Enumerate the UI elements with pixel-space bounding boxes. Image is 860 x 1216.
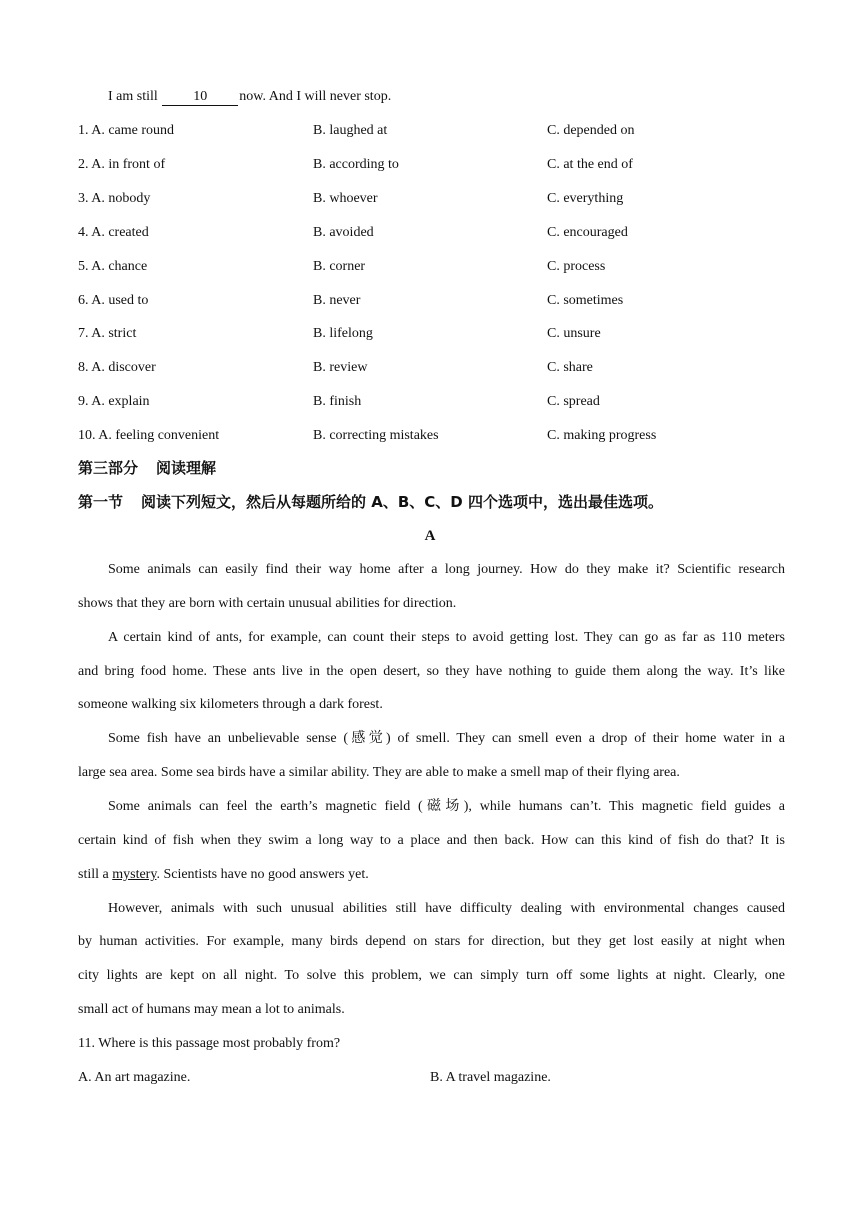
- option-a: 6. A. used to: [78, 293, 149, 308]
- sentence-text: now. And I will never stop.: [239, 89, 392, 104]
- option-row: [78, 189, 798, 209]
- part-number: 第三部分: [78, 459, 139, 477]
- section-instructions: 阅读下列短文，然后从每题所给的 A、B、C、D 四个选项中，选出最佳选项。: [141, 493, 663, 511]
- section-number: 第一节: [78, 493, 124, 511]
- option-b: B. avoided: [313, 225, 374, 240]
- option-a: 10. A. feeling convenient: [78, 428, 220, 443]
- passage-line: large sea area. Some sea birds have a similar ability. They are able to make a smell map of their flying area.: [78, 765, 680, 780]
- option-c: C. process: [547, 259, 606, 274]
- option-b: B. never: [313, 293, 361, 308]
- question-option-b: B. A travel magazine.: [430, 1070, 551, 1085]
- cloze-last-sentence: [108, 87, 391, 107]
- option-row: [78, 324, 798, 344]
- passage-text: still a: [78, 867, 113, 882]
- option-a: 7. A. strict: [78, 326, 137, 341]
- option-c: C. share: [547, 360, 593, 375]
- answer-blank: 10: [162, 89, 238, 106]
- option-row: [78, 155, 798, 175]
- passage-line: [78, 865, 785, 885]
- option-c: C. unsure: [547, 326, 601, 341]
- option-row: [78, 121, 798, 141]
- option-row: [78, 223, 798, 243]
- option-a: 5. A. chance: [78, 259, 148, 274]
- passage-text: . Scientists have no good answers yet.: [156, 867, 369, 882]
- question-option-a: A. An art magazine.: [78, 1070, 191, 1085]
- option-b: B. correcting mistakes: [313, 428, 439, 443]
- passage-line: and bring food home. These ants live in the open desert, so they have nothing to guide them along the way. It’s like: [78, 664, 785, 679]
- option-b: B. review: [313, 360, 368, 375]
- option-c: C. depended on: [547, 123, 635, 138]
- passage-line: However, animals with such unusual abilities still have difficulty dealing with environmental changes caused: [108, 901, 785, 916]
- option-row: [78, 257, 798, 277]
- part-heading: [78, 457, 216, 479]
- passage-line: A certain kind of ants, for example, can count their steps to avoid getting lost. They can go as far as 110 meters: [108, 630, 785, 645]
- option-c: C. at the end of: [547, 157, 633, 172]
- option-c: C. encouraged: [547, 225, 628, 240]
- option-a: 1. A. came round: [78, 123, 175, 138]
- option-b: B. finish: [313, 394, 362, 409]
- option-a: 9. A. explain: [78, 394, 150, 409]
- option-b: B. according to: [313, 157, 399, 172]
- option-a: 2. A. in front of: [78, 157, 166, 172]
- option-a: 8. A. discover: [78, 360, 156, 375]
- option-c: C. spread: [547, 394, 600, 409]
- sentence-text: I am still: [108, 89, 162, 104]
- option-b: B. corner: [313, 259, 366, 274]
- passage-line: shows that they are born with certain unusual abilities for direction.: [78, 596, 457, 611]
- passage-line: Some animals can feel the earth’s magnetic field (磁场), while humans can’t. This magnetic field guides a: [108, 799, 785, 814]
- option-c: C. making progress: [547, 428, 657, 443]
- option-c: C. everything: [547, 191, 624, 206]
- part-title: 阅读理解: [156, 459, 217, 477]
- passage-title: A: [424, 528, 436, 544]
- passage-line: by human activities. For example, many birds depend on stars for direction, but they get lost easily at night when: [78, 934, 785, 949]
- passage-line: small act of humans may mean a lot to animals.: [78, 1002, 345, 1017]
- underlined-word: mystery: [112, 867, 157, 882]
- option-row: [78, 358, 798, 378]
- option-b: B. lifelong: [313, 326, 373, 341]
- option-row: [78, 291, 798, 311]
- option-c: C. sometimes: [547, 293, 624, 308]
- option-b: B. laughed at: [313, 123, 388, 138]
- section-heading: [78, 491, 663, 513]
- option-a: 4. A. created: [78, 225, 149, 240]
- option-row: [78, 392, 798, 412]
- passage-line: Some fish have an unbelievable sense (感觉) of smell. They can smell even a drop of their home water in a: [108, 731, 785, 746]
- passage-line: city lights are kept on all night. To solve this problem, we can simply turn off some lights at night. Clearly, one: [78, 968, 785, 983]
- question-stem: 11. Where is this passage most probably from?: [78, 1036, 341, 1051]
- passage-line: certain kind of fish when they swim a long way to a place and then back. How can this kind of fish do that? It is: [78, 833, 785, 848]
- option-b: B. whoever: [313, 191, 378, 206]
- passage-line: Some animals can easily find their way home after a long journey. How do they make it? Scientific research: [108, 562, 785, 577]
- option-a: 3. A. nobody: [78, 191, 151, 206]
- passage-line: someone walking six kilometers through a dark forest.: [78, 697, 383, 712]
- option-row: [78, 426, 798, 446]
